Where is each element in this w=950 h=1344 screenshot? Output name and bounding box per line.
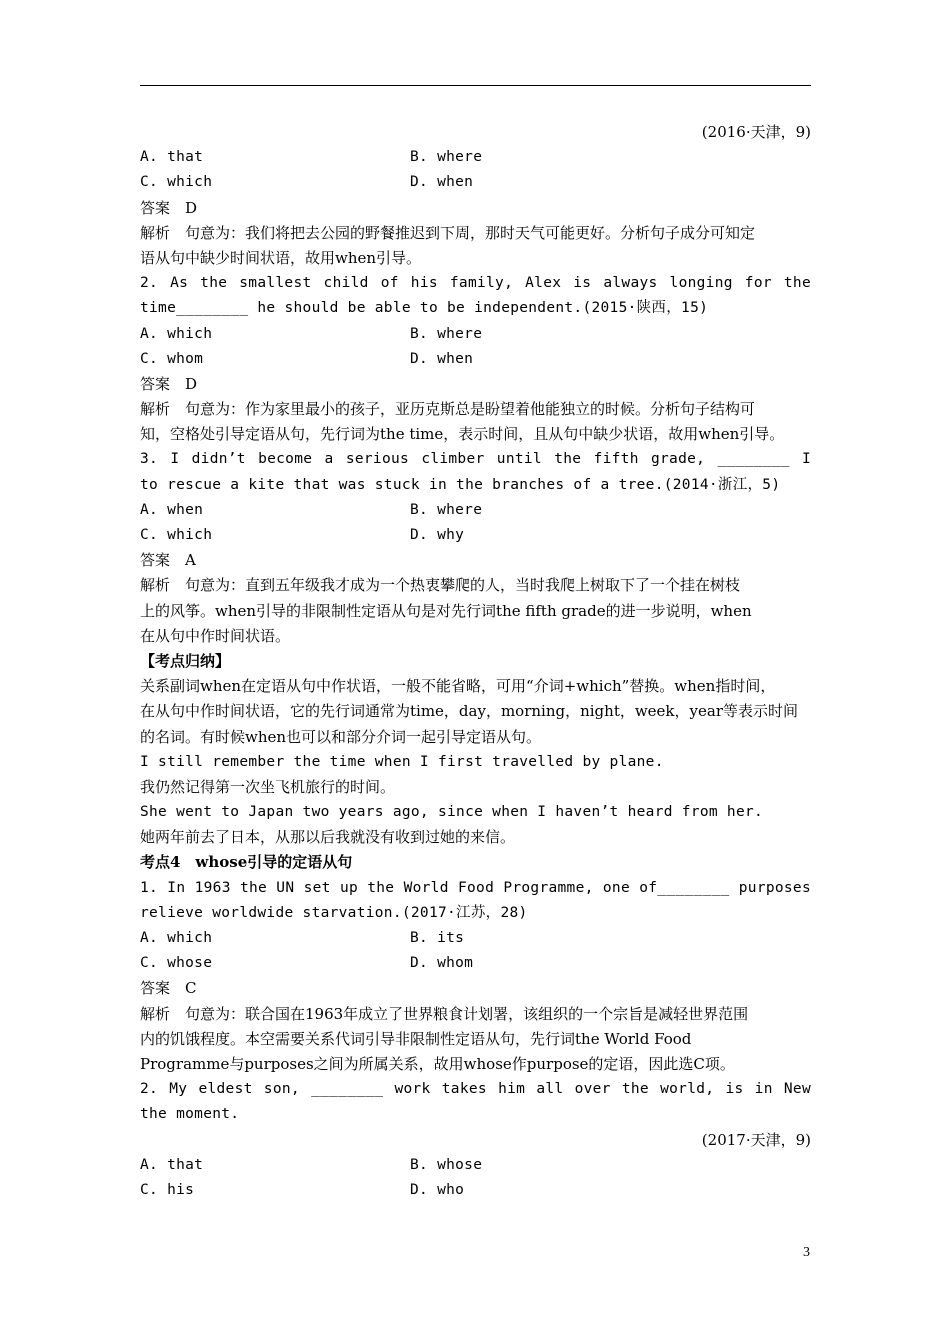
analysis-text: 解析 句意为：联合国在1963年成立了世界粮食计划署，该组织的一个宗旨是减轻世界范围 xyxy=(140,1004,749,1023)
option-right: D. who xyxy=(410,1181,465,1198)
question-text: 2. As the smallest child of his family, Alex is always longing for the xyxy=(140,275,811,292)
analysis-text: 解析 句意为：直到五年级我才成为一个热衷攀爬的人，当时我爬上树取下了一个挂在树枝 xyxy=(140,576,741,595)
question-text: to rescue a kite that was stuck in the branches of a tree.(2014·浙江，5) xyxy=(140,476,781,493)
analysis-text: 语从句中缺少时间状语，故用when引导。 xyxy=(140,248,422,267)
analysis-text: 在从句中作时间状语。 xyxy=(140,626,291,645)
answer-line: 答案 C xyxy=(140,979,197,998)
option-left: A. which xyxy=(140,930,213,946)
analysis-text: 知，空格处引导定语从句，先行词为the time，表示时间，且从句中缺少状语，故用when引导。 xyxy=(140,425,785,444)
question-source: (2016·天津，9) xyxy=(701,123,811,141)
option-left: A. which xyxy=(140,325,213,342)
option-left: C. his xyxy=(140,1181,195,1198)
section-heading: 考点4 whose引导的定语从句 xyxy=(140,853,353,872)
option-right: B. its xyxy=(410,930,465,946)
answer-options-row xyxy=(140,1153,811,1178)
question-text: relieve worldwide starvation.(2017·江苏，28) xyxy=(140,904,528,921)
option-left: A. that xyxy=(140,1156,204,1173)
option-left: C. which xyxy=(140,527,213,543)
question-text: 2. My eldest son, ________ work takes him all over the world, is in New xyxy=(140,1081,811,1098)
question-text: 3. I didn’t become a serious climber until the fifth grade, ________ I xyxy=(140,451,811,468)
question-text: I still remember the time when I first travelled by plane. xyxy=(140,753,664,770)
analysis-text: 解析 句意为：作为家里最小的孩子，亚历克斯总是盼望着他能独立的时候。分析句子结构可 xyxy=(140,400,756,419)
document-body xyxy=(140,120,811,1203)
analysis-text: 我仍然记得第一次坐飞机旅行的时间。 xyxy=(140,777,396,796)
answer-options-row xyxy=(140,498,811,523)
section-heading: 【考点归纳】 xyxy=(140,651,231,670)
answer-options-row xyxy=(140,170,811,195)
analysis-text: 关系副词when在定语从句中作状语，一般不能省略，可用“介词+which”替换。when指时间， xyxy=(140,677,776,696)
option-right: B. where xyxy=(410,149,483,166)
question-text: 1. In 1963 the UN set up the World Food Programme, one of________ purposes xyxy=(140,879,811,896)
answer-options-row xyxy=(140,1178,811,1203)
analysis-text: 内的饥饿程度。本空需要关系代词引导非限制性定语从句，先行词the World Food xyxy=(140,1029,692,1048)
answer-options-row xyxy=(140,951,811,976)
analysis-text: 解析 句意为：我们将把去公园的野餐推迟到下周，那时天气可能更好。分析句子成分可知定 xyxy=(140,223,756,242)
option-right: B. whose xyxy=(410,1156,483,1173)
header-rule xyxy=(140,85,811,86)
answer-line: 答案 A xyxy=(140,551,196,570)
question-text: the moment. xyxy=(140,1106,240,1123)
analysis-text: 她两年前去了日本，从那以后我就没有收到过她的来信。 xyxy=(140,828,516,847)
option-right: D. whom xyxy=(410,955,474,972)
option-left: C. whom xyxy=(140,350,204,367)
analysis-text: 的名词。有时候when也可以和部分介词一起引导定语从句。 xyxy=(140,727,542,746)
question-text: time________ he should be able to be independent.(2015·陕西，15) xyxy=(140,300,709,317)
option-left: A. that xyxy=(140,149,204,166)
option-left: C. whose xyxy=(140,955,213,972)
answer-line: 答案 D xyxy=(140,198,198,217)
answer-options-row xyxy=(140,926,811,951)
answer-options-row xyxy=(140,523,811,548)
answer-options-row xyxy=(140,322,811,347)
option-right: D. when xyxy=(410,174,474,191)
option-right: D. why xyxy=(410,527,465,543)
analysis-text: 在从句中作时间状语，它的先行词通常为time，day，morning，night，week，year等表示时间 xyxy=(140,702,798,721)
analysis-text: Programme与purposes之间为所属关系，故用whose作purpose的定语，因此选C项。 xyxy=(140,1054,735,1073)
option-right: D. when xyxy=(410,350,474,367)
answer-options-row xyxy=(140,145,811,170)
page-number: 3 xyxy=(803,1245,810,1260)
analysis-text: 上的风筝。when引导的非限制性定语从句是对先行词the fifth grade的进一步说明，when xyxy=(140,601,752,620)
question-source: (2017·天津，9) xyxy=(701,1130,811,1149)
answer-line: 答案 D xyxy=(140,374,198,393)
option-left: A. when xyxy=(140,501,204,518)
option-right: B. where xyxy=(410,501,483,518)
option-right: B. where xyxy=(410,325,483,342)
answer-options-row xyxy=(140,347,811,372)
option-left: C. which xyxy=(140,174,213,191)
question-text: She went to Japan two years ago, since when I haven’t heard from her. xyxy=(140,804,764,821)
